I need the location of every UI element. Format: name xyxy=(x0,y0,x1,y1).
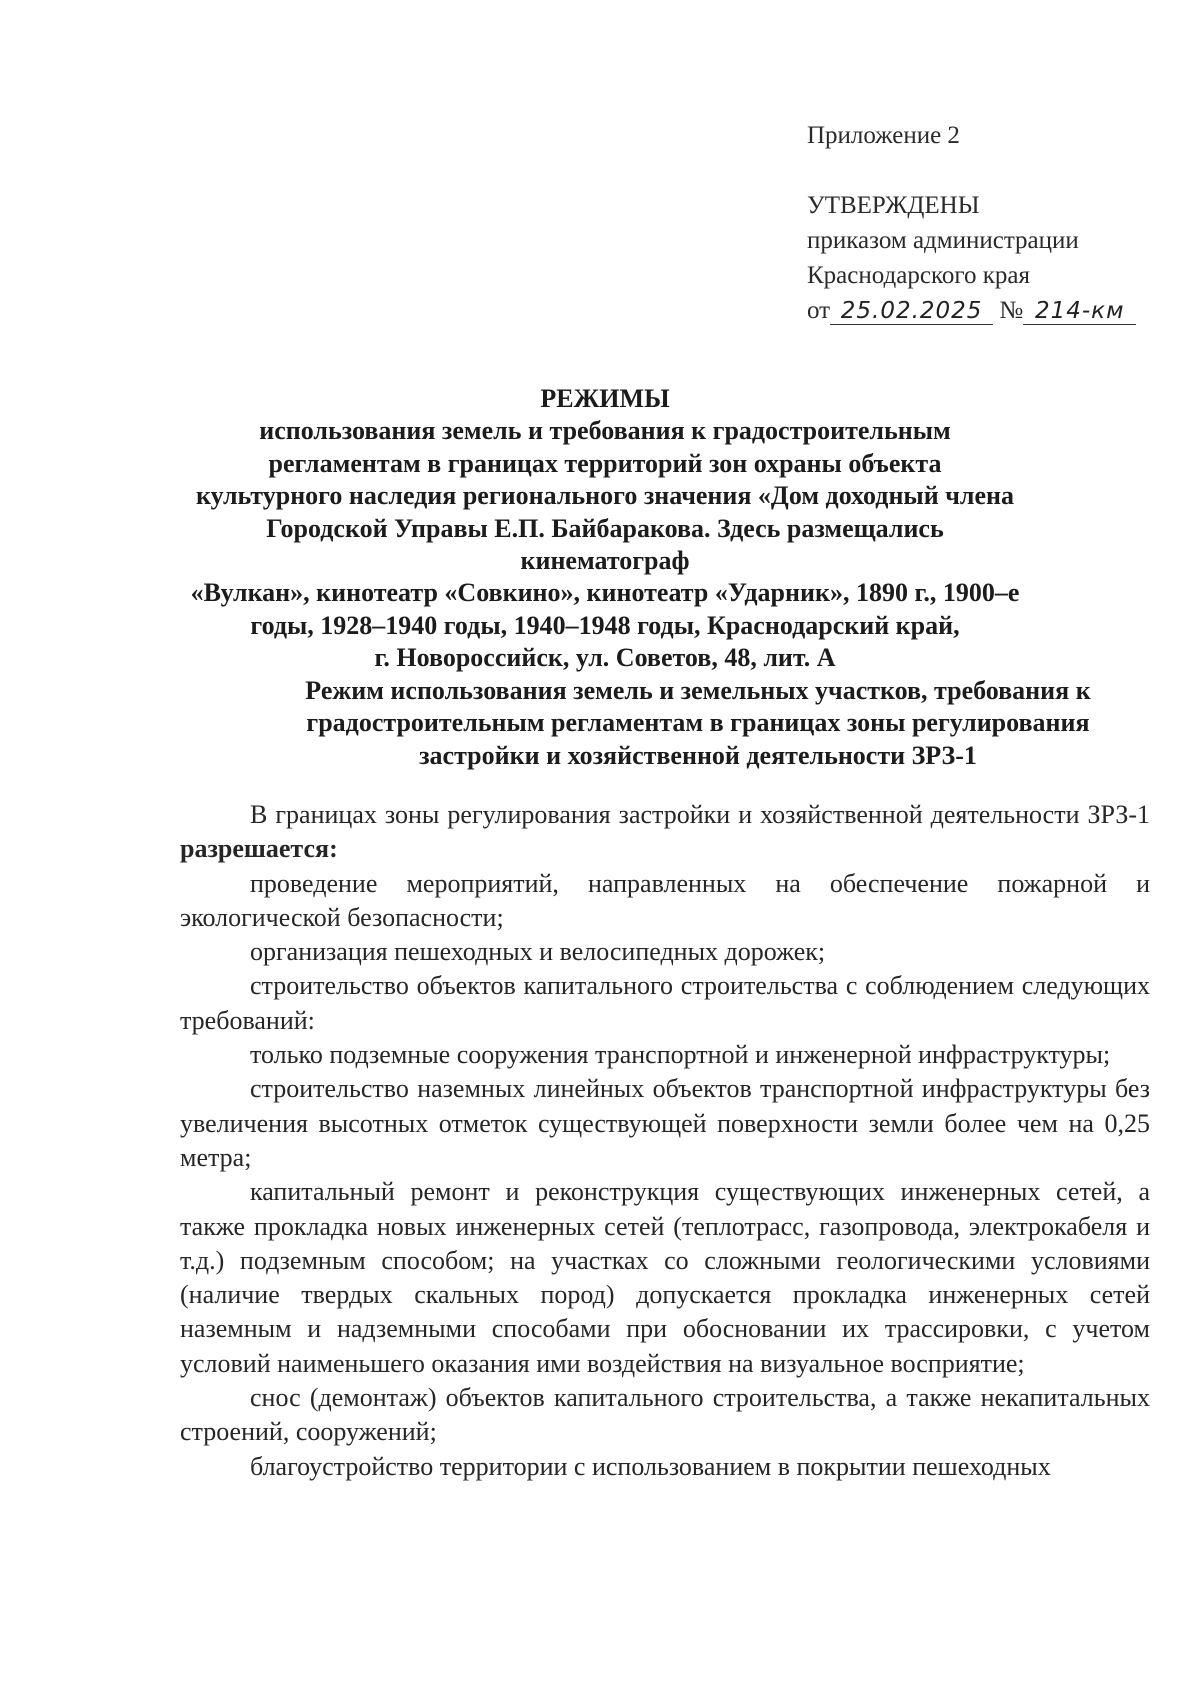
title-line: использования земель и требования к градостроительным xyxy=(259,416,951,446)
handwritten-date: 25.02.2025 xyxy=(830,298,993,325)
title-line: Городской Управы Е.П. Байбаракова. Здесь размещались кинематограф xyxy=(266,513,944,576)
section-heading-line: градостроительным регламентам в границах зоны регулирования xyxy=(306,708,1090,738)
order-line xyxy=(807,293,1136,328)
title-line: «Вулкан», кинотеатр «Совкино», кинотеатр «Ударник», 1890 г., 1900–е xyxy=(190,578,1020,608)
number-label: № xyxy=(999,297,1024,324)
section-heading-line: Режим использования земель и земельных участков, требования к xyxy=(305,676,1091,705)
title-line: г. Новороссийск, ул. Советов, 48, лит. А xyxy=(374,643,836,673)
intro-bold: разрешается: xyxy=(180,834,338,864)
body-paragraph: снос (демонтаж) объектов капитального строительства, а также некапитальных строений, сооружений; xyxy=(180,1383,1150,1447)
body-text xyxy=(180,798,1150,1484)
body-paragraph: благоустройство территории с использованием в покрытии пешеходных xyxy=(250,1451,1051,1481)
body-paragraph: строительство объектов капитального строительства с соблюдением следующих требований: xyxy=(180,971,1150,1035)
approved-by-line-1: приказом администрации xyxy=(807,227,1079,254)
from-label: от xyxy=(807,297,831,324)
body-paragraph: капитальный ремонт и реконструкция существующих инженерных сетей, а также прокладка новых инженерных сетей (теплотрасс, газопровода, электрокабеля и т.д.) подземным способом; на участках со сложными геологическими условиями (наличие твердых скальных пород) допускается прокладка инженерных сетей наземным и надземными способами при обосновании их трассировки, с учетом условий наименьшего оказания ими воздействия на визуальное восприятие; xyxy=(180,1177,1150,1378)
body-paragraph: организация пешеходных и велосипедных дорожек; xyxy=(250,937,826,967)
title-line: регламентам в границах территорий зон охраны объекта xyxy=(268,448,942,478)
title-line: культурного наследия регионального значения «Дом доходный члена xyxy=(196,481,1014,511)
intro-text: В границах зоны регулирования застройки и хозяйственной деятельности ЗРЗ-1 xyxy=(250,800,1150,829)
section-heading xyxy=(268,675,1128,772)
intro-paragraph xyxy=(180,798,1150,867)
title-main: РЕЖИМЫ xyxy=(540,384,670,413)
approved-heading: УТВЕРЖДЕНЫ xyxy=(807,192,980,219)
body-paragraph: только подземные сооружения транспортной и инженерной инфраструктуры; xyxy=(250,1040,1111,1070)
body-paragraph: строительство наземных линейных объектов транспортной инфраструктуры без увеличения высотных отметок существующей поверхности земли более чем на 0,25 метра; xyxy=(180,1074,1150,1172)
section-heading-line: застройки и хозяйственной деятельности ЗРЗ-1 xyxy=(419,740,977,770)
annex-label: Приложение 2 xyxy=(807,122,960,149)
document-title xyxy=(180,383,1030,675)
handwritten-number: 214-км xyxy=(1023,298,1136,325)
approved-by-line-2: Краснодарского края xyxy=(807,262,1030,289)
approval-block xyxy=(807,118,1136,328)
title-line: годы, 1928–1940 годы, 1940–1948 годы, Краснодарский край, xyxy=(250,610,960,640)
body-paragraph: проведение мероприятий, направленных на обеспечение пожарной и экологической безопасности; xyxy=(180,868,1150,932)
